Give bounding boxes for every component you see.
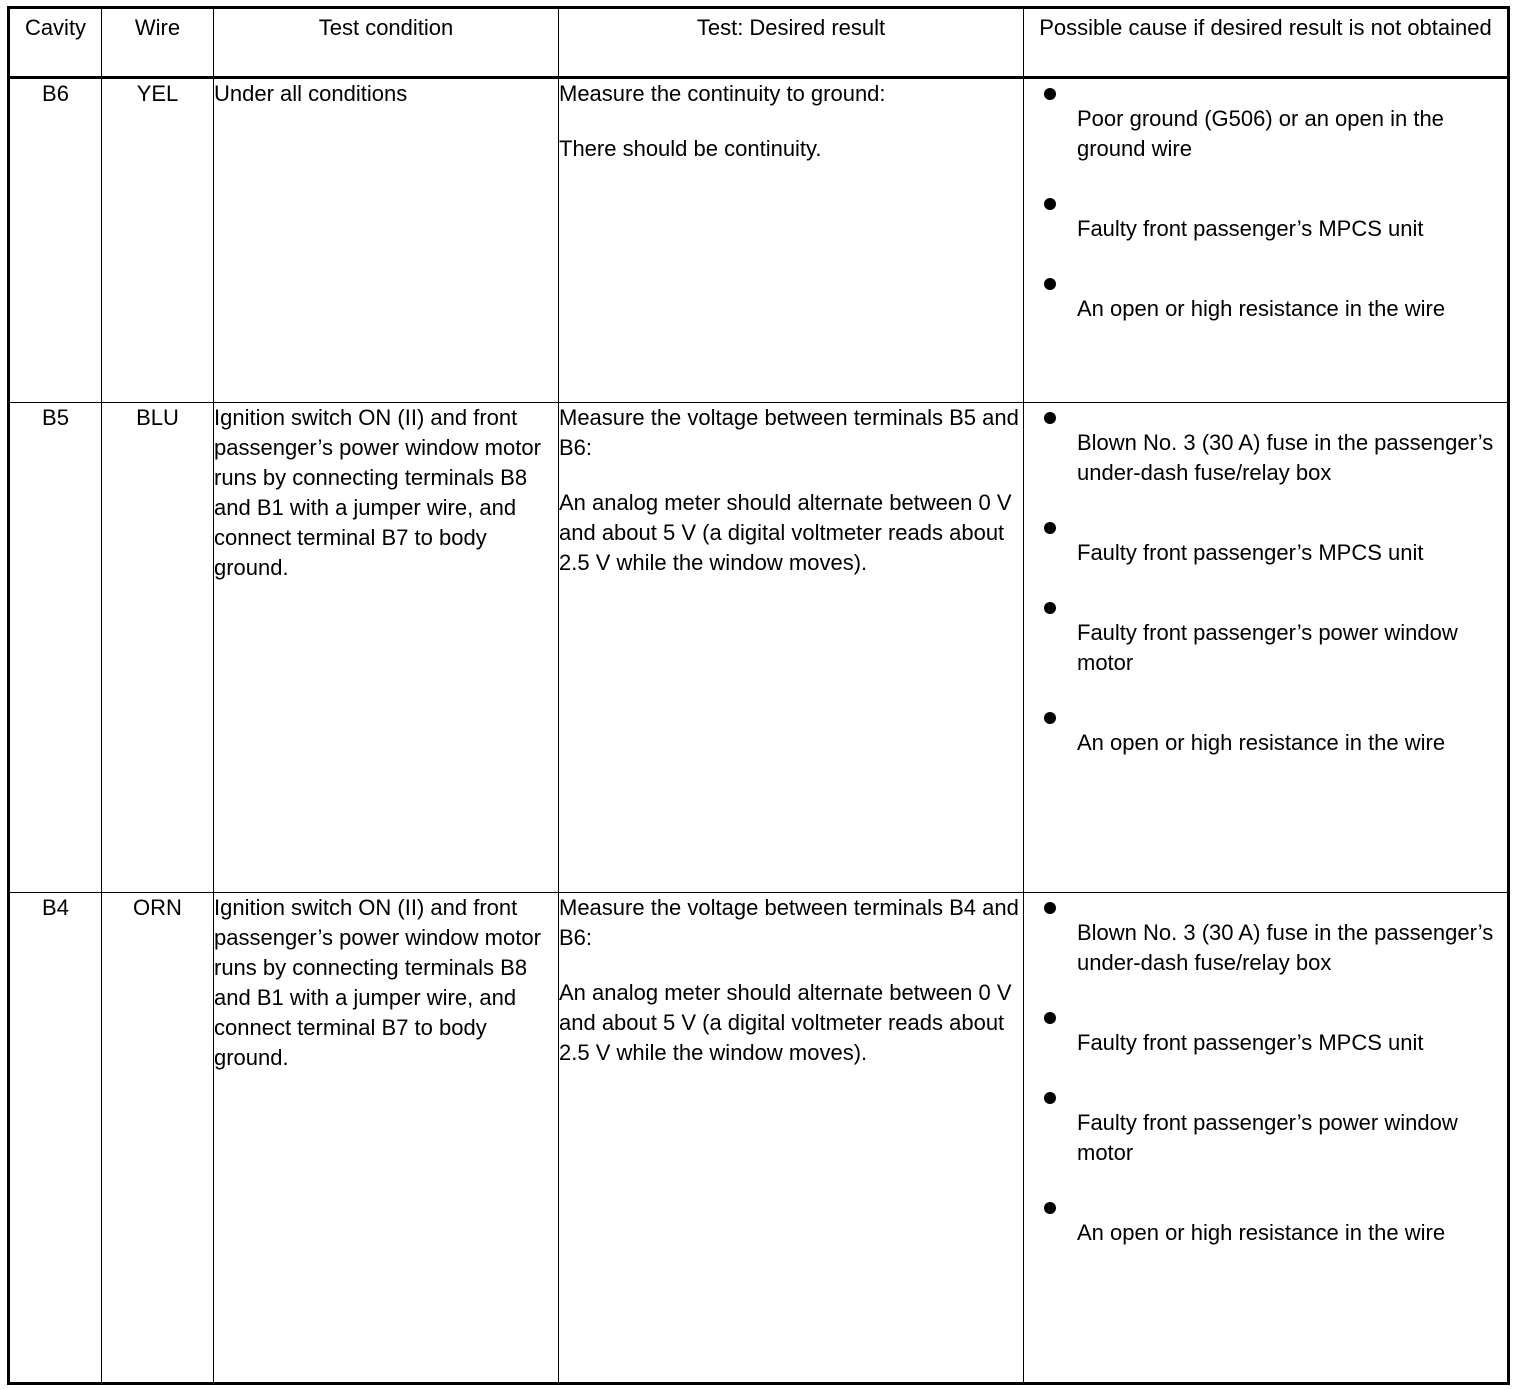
cavity-cell: B4 xyxy=(9,893,102,1384)
bullet-icon xyxy=(1044,602,1056,614)
cause-text: An open or high resistance in the wire xyxy=(1077,730,1446,755)
diagnostic-table xyxy=(7,6,1510,1385)
cause-cell xyxy=(1024,403,1509,893)
wire-cell: BLU xyxy=(102,403,214,893)
cause-item xyxy=(1024,593,1507,678)
cause-item xyxy=(1024,1193,1507,1248)
bullet-icon xyxy=(1044,88,1056,100)
cause-cell xyxy=(1024,78,1509,403)
header-cavity: Cavity xyxy=(9,8,102,78)
bullet-icon xyxy=(1044,902,1056,914)
cause-item xyxy=(1024,79,1507,164)
cause-item xyxy=(1024,893,1507,978)
cause-item xyxy=(1024,703,1507,758)
result-cell xyxy=(559,78,1024,403)
cause-text: Faulty front passenger’s power window motor xyxy=(1077,1110,1458,1165)
cause-text: An open or high resistance in the wire xyxy=(1077,1220,1446,1245)
result-intro: Measure the voltage between terminals B5 and B6: xyxy=(559,405,1019,460)
cavity-cell: B6 xyxy=(9,78,102,403)
condition-text: Ignition switch ON (II) and front passenger’s power window motor runs by connecting terminals B8 and B1 with a jumper wire, and connect terminal B7 to body ground. xyxy=(214,405,541,580)
cause-text: Blown No. 3 (30 A) fuse in the passenger’s under-dash fuse/relay box xyxy=(1077,920,1494,975)
table-row xyxy=(9,893,1509,1384)
cause-text: Faulty front passenger’s power window motor xyxy=(1077,620,1458,675)
bullet-icon xyxy=(1044,522,1056,534)
bullet-icon xyxy=(1044,1012,1056,1024)
cause-item xyxy=(1024,1003,1507,1058)
header-row xyxy=(9,8,1509,78)
condition-cell xyxy=(214,403,559,893)
header-wire: Wire xyxy=(102,8,214,78)
wire-cell: YEL xyxy=(102,78,214,403)
cause-text: Blown No. 3 (30 A) fuse in the passenger’s under-dash fuse/relay box xyxy=(1077,430,1494,485)
result-detail: There should be continuity. xyxy=(559,136,822,161)
cause-item xyxy=(1024,269,1507,324)
condition-text: Ignition switch ON (II) and front passenger’s power window motor runs by connecting terminals B8 and B1 with a jumper wire, and connect terminal B7 to body ground. xyxy=(214,895,541,1070)
result-detail: An analog meter should alternate between 0 V and about 5 V (a digital voltmeter reads about 2.5 V while the window moves). xyxy=(559,490,1012,575)
condition-text: Under all conditions xyxy=(214,81,408,106)
result-cell xyxy=(559,893,1024,1384)
result-detail: An analog meter should alternate between 0 V and about 5 V (a digital voltmeter reads about 2.5 V while the window moves). xyxy=(559,980,1012,1065)
cause-item xyxy=(1024,1083,1507,1168)
bullet-icon xyxy=(1044,198,1056,210)
bullet-icon xyxy=(1044,412,1056,424)
condition-cell xyxy=(214,78,559,403)
cause-text: Poor ground (G506) or an open in the ground wire xyxy=(1077,106,1444,161)
condition-cell xyxy=(214,893,559,1384)
header-possible-cause: Possible cause if desired result is not obtained xyxy=(1024,8,1509,78)
cause-text: Faulty front passenger’s MPCS unit xyxy=(1077,216,1424,241)
cause-item xyxy=(1024,189,1507,244)
result-intro: Measure the continuity to ground: xyxy=(559,81,886,106)
header-test-condition: Test condition xyxy=(214,8,559,78)
bullet-icon xyxy=(1044,1202,1056,1214)
cavity-cell: B5 xyxy=(9,403,102,893)
result-intro: Measure the voltage between terminals B4 and B6: xyxy=(559,895,1019,950)
bullet-icon xyxy=(1044,1092,1056,1104)
cause-item xyxy=(1024,403,1507,488)
bullet-icon xyxy=(1044,712,1056,724)
bullet-icon xyxy=(1044,278,1056,290)
wire-cell: ORN xyxy=(102,893,214,1384)
cause-cell xyxy=(1024,893,1509,1384)
table-row xyxy=(9,78,1509,403)
table-row xyxy=(9,403,1509,893)
cause-text: Faulty front passenger’s MPCS unit xyxy=(1077,540,1424,565)
cause-item xyxy=(1024,513,1507,568)
result-cell xyxy=(559,403,1024,893)
cause-text: Faulty front passenger’s MPCS unit xyxy=(1077,1030,1424,1055)
header-desired-result: Test: Desired result xyxy=(559,8,1024,78)
cause-text: An open or high resistance in the wire xyxy=(1077,296,1446,321)
